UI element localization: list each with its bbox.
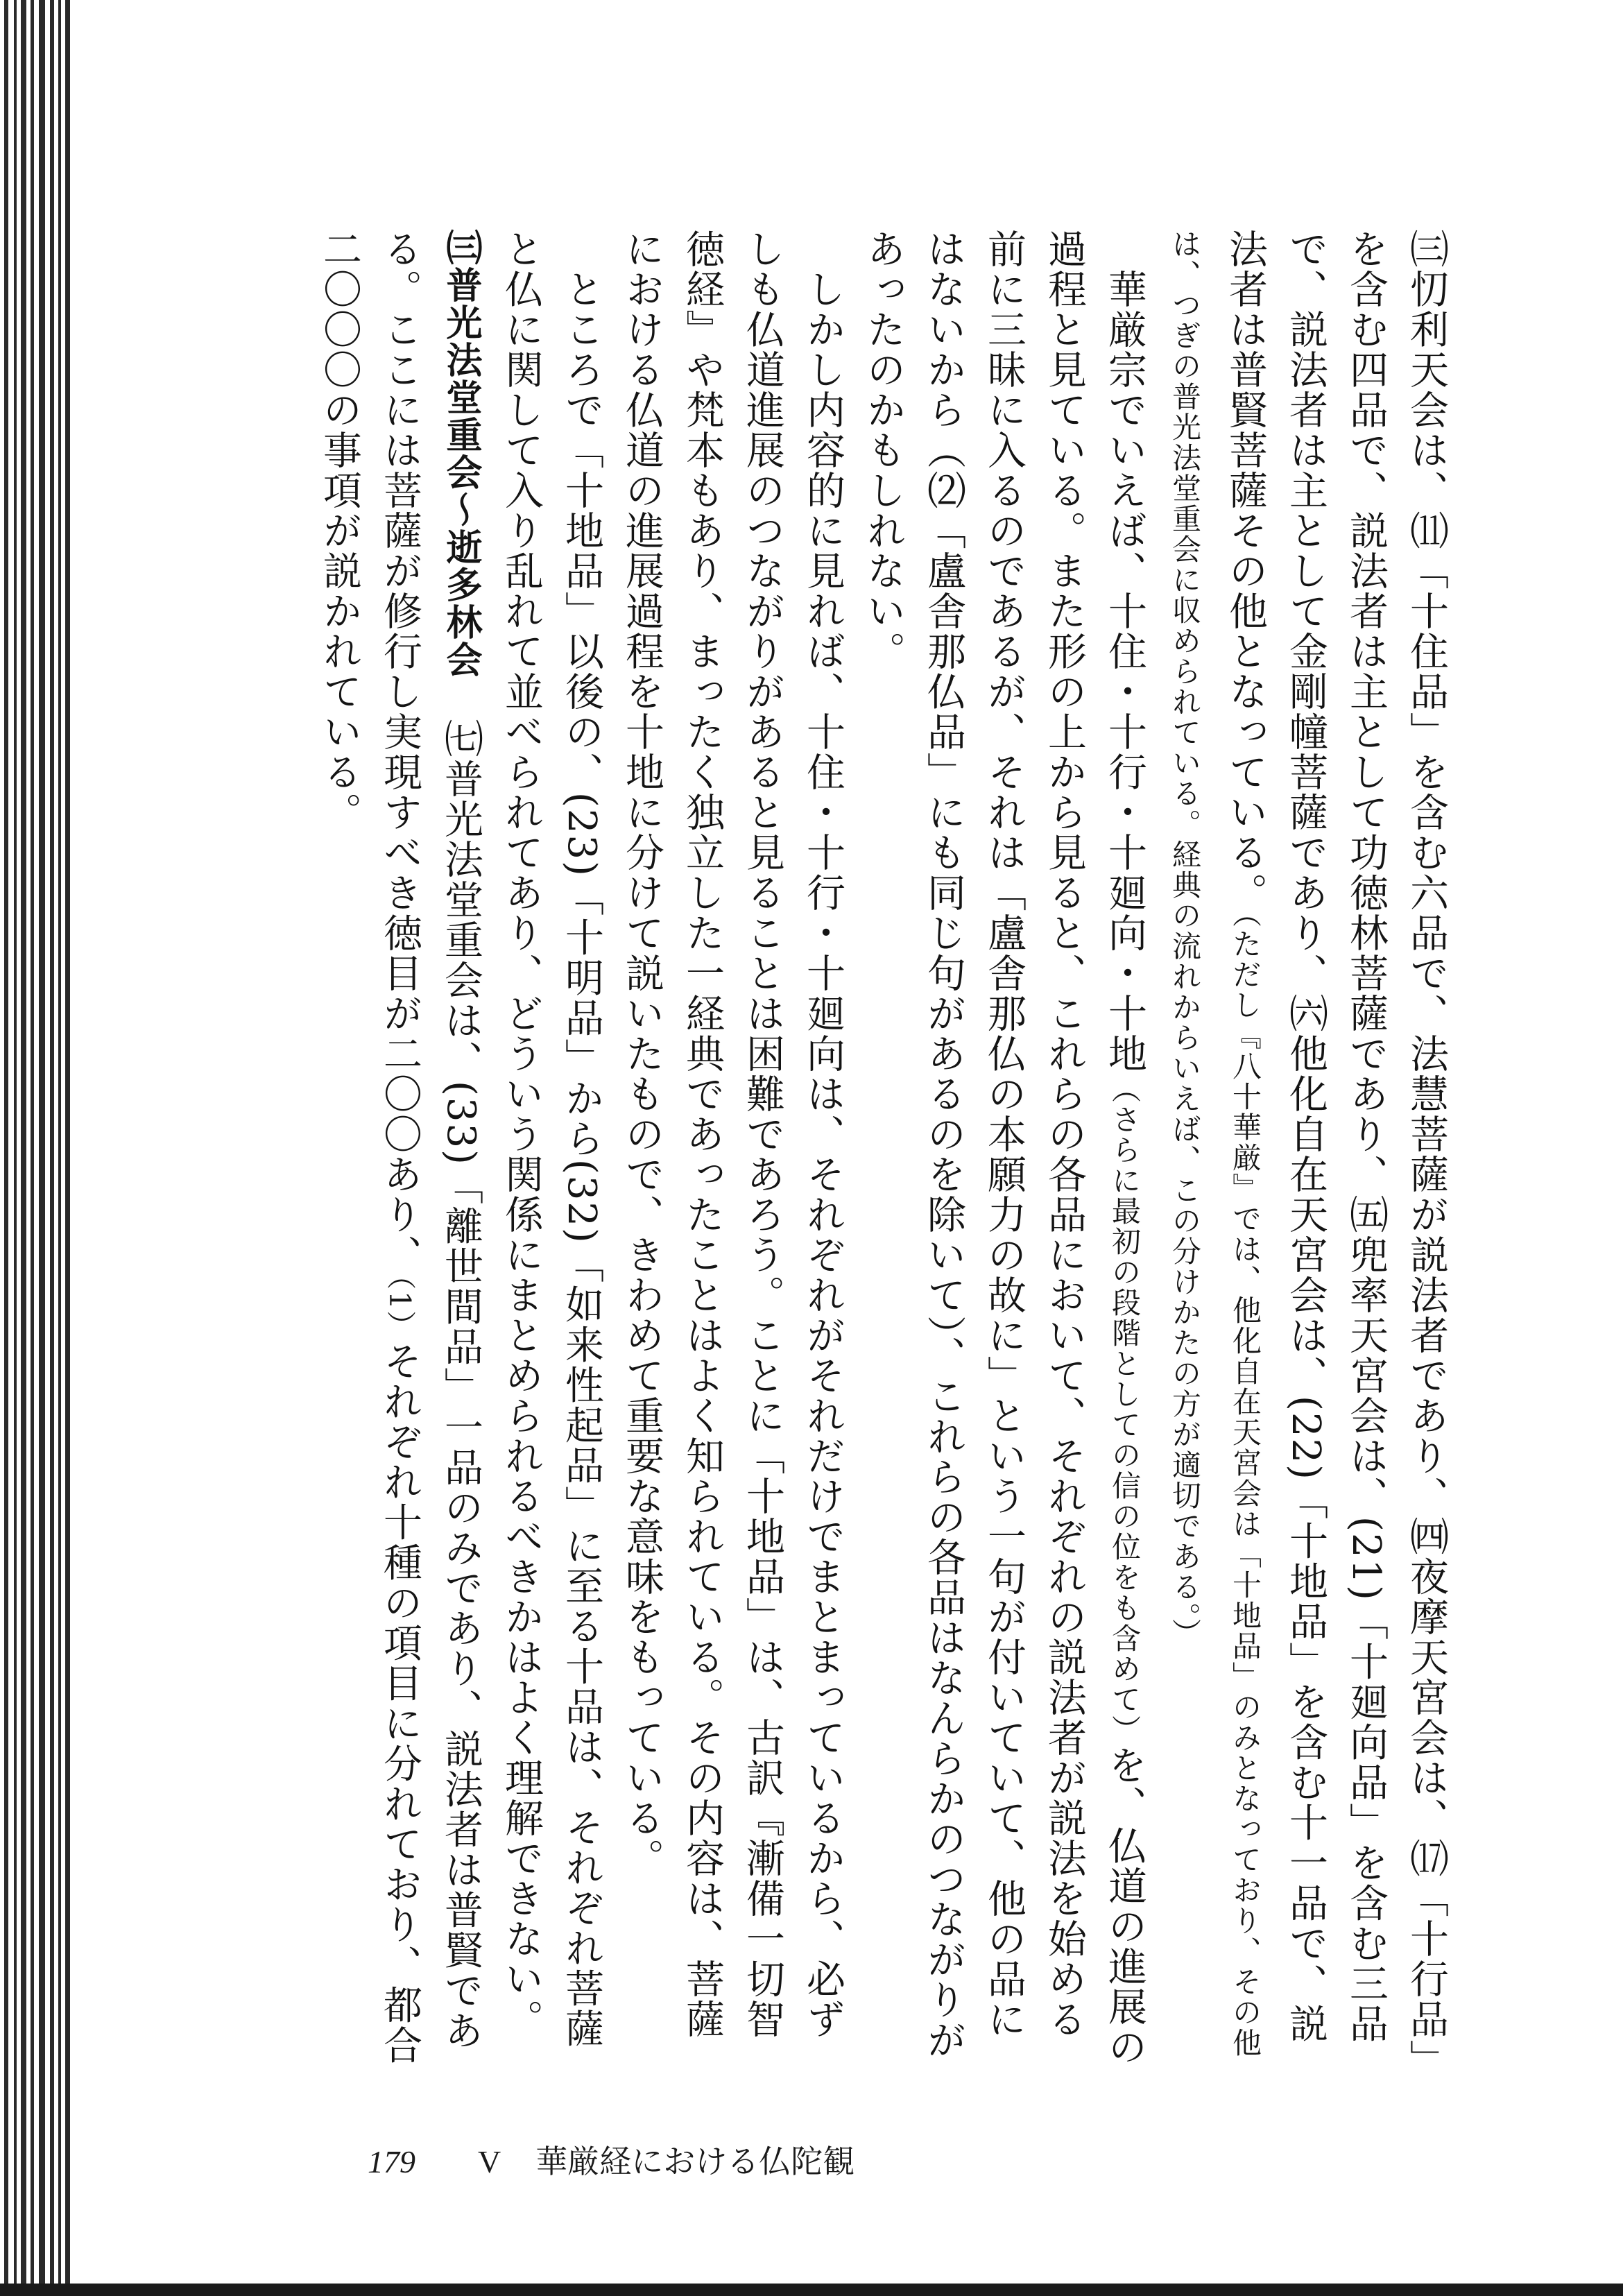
scan-bottom-edge: [0, 2284, 1623, 2296]
paragraph-content: [612, 229, 853, 2067]
paragraph-text: ところで「十地品」以後の、(23)「十明品」から(32)「如来性起品」に至る十品は、それぞれ菩薩と仏に関して入り乱れて並べられてあり、どういう関係にまとめられるべきかはよく理解できない。: [499, 229, 604, 2049]
section-text: それぞれ十種の項目に分れており、都合二〇〇〇の事項が説かれている。: [317, 229, 422, 2066]
chapter-numeral: V: [478, 2144, 501, 2179]
footnote-mark: （1）: [383, 1275, 417, 1342]
page-number: 179: [368, 2144, 415, 2179]
annotation-note: （さらに最初の段階としての信の位をも含めて）: [1108, 1074, 1142, 1745]
paragraph-later-chapters: [491, 229, 612, 2067]
chapter-title: 華厳経における仏陀観: [535, 2144, 855, 2179]
vertical-body-text: [146, 229, 1457, 2067]
paragraph-text: ㈢忉利天会は、⑾「十住品」を含む六品で、法慧菩薩が説法者であり、㈣夜摩天宮会は、⒄「十行品」を含む四品で、説法者は主として功徳林菩薩であり、㈤兜率天宮会は、(21)「十廻向品」を含む三品で、説法者は主として金剛幢菩薩であり、㈥他化自在天宮会は、(22)「十地品」を含む十一品で、説法者は普賢菩薩その他となっている。: [1223, 229, 1449, 2060]
paragraph-kegon-school: [853, 229, 1155, 2067]
paragraph-text: 華厳宗でいえば、十住・十行・十廻向・十地: [1102, 229, 1147, 1074]
paragraph-text: を、仏道の進展の過程と見ている。また形の上から見ると、これらの各品において、それぞれの説法者が説法を始める前に三昧に入るのであるが、それは「盧舎那仏の本願力の故に」という一句が付いていて、他の品にはないから（⑵「盧舎那仏品」にも同じ句があるのを除いて）、これらの各品はなんらかのつながりがあったのかもしれない。: [861, 229, 1147, 2067]
paragraph-assemblies: [1155, 229, 1457, 2067]
section-text: ㈦普光法堂重会は、(33)「離世間品」一品のみであり、説法者は普賢である。ここには菩薩が修行し実現すべき徳目が二〇〇あり、: [377, 229, 483, 2051]
scan-gutter-lines: [0, 0, 76, 2296]
paragraph-text: しかし内容的に見れば、十住・十行・十廻向は、それぞれがそれだけでまとまっているから、必ずしも仏道進展のつながりがあると見ることは困難であろう。ことに「十地品」は、古訳『漸備一切智徳経』や梵本もあり、まったく独立した一経典であったことはよく知られている。その内容は、菩薩における仏道の進展過程を十地に分けて説いたもので、きわめて重要な意味をもっている。: [619, 229, 845, 2039]
section-fuko-hodo: [309, 229, 491, 2067]
page-footer: [368, 2136, 855, 2182]
annotation-note: （ただし『八十華厳』では、他化自在天宮会は「十地品」のみとなっており、その他は、つぎの普光法堂重会に収められている。経典の流れからいえば、この分けかたの方が適切である。）: [1168, 229, 1262, 2058]
section-heading: ㈢普光法堂重会〜逝多林会: [440, 229, 481, 678]
